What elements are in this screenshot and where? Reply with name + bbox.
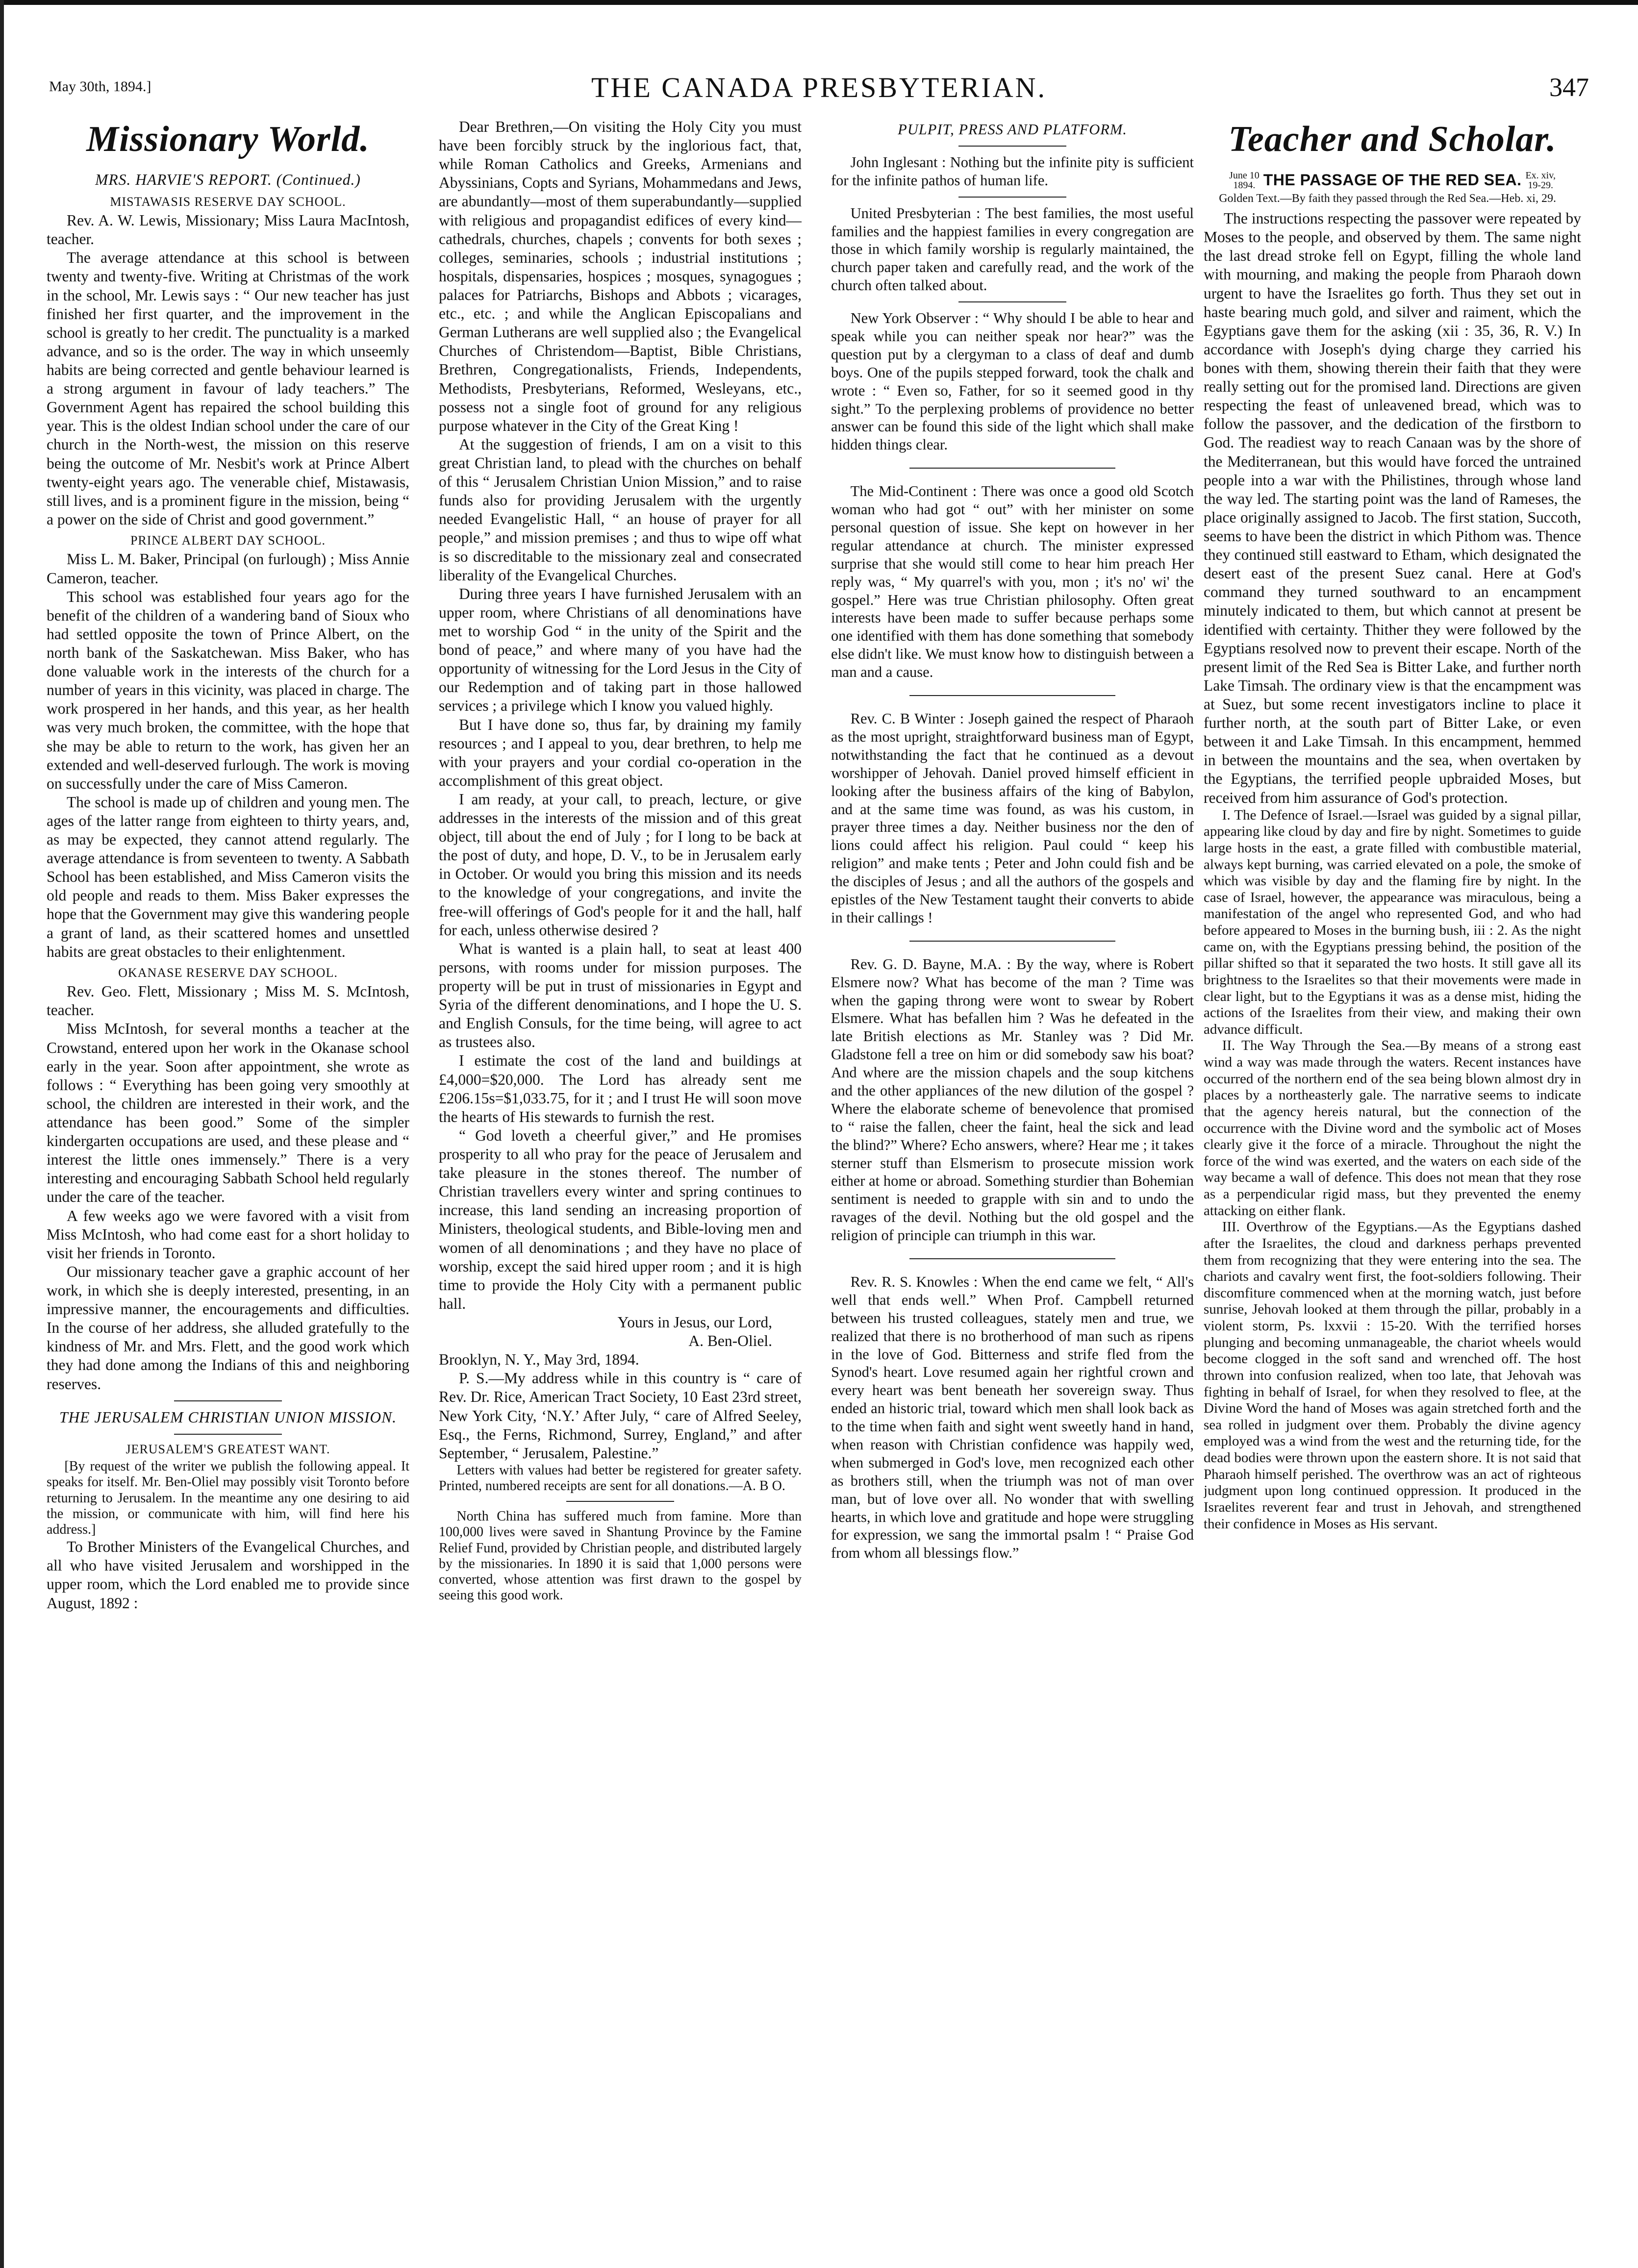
letter-closing: Yours in Jesus, our Lord, — [617, 1314, 772, 1331]
section-title-missionary-world: Missionary World. — [86, 119, 370, 159]
editor-note: [By request of the writer we publish the following appeal. It speaks for itself. Mr. Ben-Oliel may possibly visit Toronto before returning to Jerusalem. In the meantime any one desiring to aid the mission, or communicate with him, will find here his address.] — [47, 1459, 409, 1537]
separator-rule — [566, 1501, 674, 1502]
quotation: Rev. C. B Winter : Joseph gained the respect of Pharaoh as the most upright, straightforward business man of Egypt, notwithstanding the fact that he continued as a devout worshipper of Jehovah. Daniel proved himself efficient in looking after the business affairs of the king of Babylon, and at the same time was found, as was his custom, in prayer three times a day. Neither business nor the den of lions could affect his religion. Paul could “ keep his religion” and make tents ; Peter and John could fish and be the disciples of Jesus ; and all the authors of the gospels and epistles of the New Testament taught their converts to abide in their callings ! — [831, 710, 1194, 926]
quotation: John Inglesant : Nothing but the infinite pity is sufficient for the infinite pathos of human life. — [831, 153, 1194, 189]
jerusalem-mission-heading: THE JERUSALEM CHRISTIAN UNION MISSION. — [59, 1408, 397, 1426]
china-famine-note: North China has suffered much from famine. More than 100,000 lives were saved in Shantung Province by the Famine Relief Fund, provided by Christian people, and distributed largely by the missionaries. In 1890 it is said that 1,000 persons were converted, whose attention was first drawn to the gospel by seeing this good work. — [439, 1509, 802, 1603]
separator-rule — [909, 1258, 1115, 1259]
subheading-okanase: OKANASE RESERVE DAY SCHOOL. — [118, 965, 338, 980]
quotation: New York Observer : “ Why should I be able to hear and speak while you can neither speak nor hear?” was the question put by a clergyman to a class of deaf and dumb boys. One of the pupils stepped forward, took the chalk and wrote : “ Even so, Father, for so it seemed good in thy sight.” To the perplexing problems of providence no better answer can be found this side of the light which shall make hidden things clear. — [831, 310, 1194, 453]
page-header — [49, 56, 1589, 110]
quotation: The Mid-Continent : There was once a good old Scotch woman who had got “ out” with her minister on some personal question of issue. She kept on however in her regular attendance at church. The minister expressed surprise that she would still come to hear him preach Her reply was, “ My quarrel's with you, mon ; it's no' wi' the gospel.” Here was true Christian philosophy. Often great interests have been made to suffer because perhaps some one identified with them has done something that somebody else didn't like. We must know how to distinguish between a man and a cause. — [831, 483, 1194, 681]
article-paragraph: Rev. A. W. Lewis, Missionary; Miss Laura MacIntosh, teacher. — [47, 212, 409, 248]
article-paragraph: The school is made up of children and young men. The ages of the latter range from eighteen to thirty years, and, as may be expected, they cannot attend regularly. The average attendance is from seventeen to twenty. A Sabbath School has been established, and Miss Cameron visits the old people and reads to them. Miss Baker expresses the hope that the Government may give this wandering people a grant of land, as their scattered homes and unsettled habits are great obstacles to their enlightenment. — [47, 793, 409, 960]
issue-date: May 30th, 1894.] — [49, 78, 151, 95]
separator-rule — [909, 468, 1115, 469]
column-3 — [831, 118, 1194, 2225]
subheading-prince-albert: PRINCE ALBERT DAY SCHOOL. — [130, 533, 326, 548]
lesson-heading — [1204, 171, 1581, 190]
article-paragraph: I estimate the cost of the land and buildings at £4,000=$20,000. The Lord has already sent me £206.15s=$1,033.75, for it ; and I trust He will soon move the hearts of His stewards to furnish the rest. — [439, 1052, 802, 1125]
section-title-teacher-and-scholar: Teacher and Scholar. — [1228, 119, 1557, 159]
column-4 — [1204, 118, 1581, 2225]
lesson-title: THE PASSAGE OF THE RED SEA. — [1263, 171, 1522, 189]
left-border-rule — [0, 0, 4, 2268]
page-number: 347 — [1549, 73, 1589, 102]
separator-rule — [174, 1400, 282, 1401]
column-2 — [439, 118, 802, 2225]
article-paragraph: This school was established four years ago for the benefit of the children of a wandering band of Sioux who had settled opposite the town of Prince Albert, on the north bank of the Saskatchewan. Miss Baker, who has done valuable work in the interests of the church for a number of years in this vicinity, was placed in charge. The work prospered in her hands, and this year, as her health was very much broken, the committee, with the hope that she may be able to return to the work, has given her an extended and well-deserved furlough. The work is moving on successfully under the care of Miss Cameron. — [47, 588, 409, 792]
separator-rule — [958, 301, 1066, 302]
article-paragraph: But I have done so, thus far, by draining my family resources ; and I appeal to you, dear brethren, to help me with your prayers and your cordial co-operation in the accomplishment of this great object. — [439, 716, 802, 789]
separator-rule — [958, 197, 1066, 198]
article-paragraph: I am ready, at your call, to preach, lecture, or give addresses in the interests of the mission and of this great object, till about the end of July ; for I long to be back at the post of duty, and hope, D. V., to be in Jerusalem early in October. Or would you bring this mission and its needs to the knowledge of your congregations, and invite the free-will offerings of God's people for it and the hall, half for each, unless otherwise desired ? — [439, 790, 802, 939]
lesson-paragraph: II. The Way Through the Sea.—By means of a strong east wind a way was made through the waters. Recent instances have occurred of the northern end of the sea being blown almost dry in places by a northeasterly gale. The narrative seems to indicate that the agency hereis natural, but the connection of the occurrence with the Divine word and the symbolic act of Moses clearly give it the force of a miracle. Throughout the night the force of the wind was exerted, and the waters on each side of the way became a wall of defence. This does not mean that they rose as a perpendicular rigid mass, but they prevented the enemy attacking on either flank. — [1204, 1038, 1581, 1219]
separator-rule — [909, 695, 1115, 696]
column-1 — [47, 118, 409, 2225]
article-paragraph: The average attendance at this school is between twenty and twenty-five. Writing at Christmas of the work in the school, Mr. Lewis says : “ Our new teacher has just finished her first quarter, and the improvement in the school is greatly to her credit. The punctuality is a marked advance, and so is the order. The way in which unseemly habits are being corrected and gentle behaviour learned is a strong argument in favour of lady teachers.” The Government Agent has repaired the school building this year. This is the oldest Indian school under the care of our church in the North-west, the mission on this reserve being the outcome of Mr. Nesbit's work at Prince Albert twenty-eight years ago. The venerable chief, Mistawasis, still lives, and is a prominent figure in the mission, being “ a power on the side of Christ and good government.” — [47, 249, 409, 528]
quotation: Rev. R. S. Knowles : When the end came we felt, “ All's well that ends well.” When Prof. Campbell returned between his trusted colleagues, stately men and true, we realized that there is no brotherhood of man such as ripens in the love of God. Bitterness and strife fled from the Synod's heart. Love resumed again her rightful crown and every heart was bent beneath her sovereign sway. Thus ended an historic trial, toward which men shall look back as to the time when faith and sight went sweetly hand in hand, when reason with Christian confidence was happily wed, when submerged in God's love, men recognized each other as brothers still, when the triumph was not of man over man, but of love over all. No wonder that with swelling hearts, in which love and gratitude and hope were struggling for expression, we sang the immortal psalm ! “ Praise God from whom all blessings flow.” — [831, 1273, 1194, 1562]
article-paragraph: Rev. Geo. Flett, Missionary ; Miss M. S. McIntosh, teacher. — [47, 983, 409, 1019]
article-paragraph: During three years I have furnished Jerusalem with an upper room, where Christians of all denominations have met to worship God “ in the unity of the Spirit and the bond of peace,” and where many of you have had the opportunity of witnessing for the Lord Jesus in the City of our Redemption and of taking part in those hallowed services ; a privilege which I know you valued highly. — [439, 585, 802, 715]
separator-rule — [958, 146, 1066, 147]
article-paragraph: A few weeks ago we were favored with a visit from Miss McIntosh, who had come east for a short holiday to visit her friends in Toronto. — [47, 1207, 409, 1262]
quotation: Rev. G. D. Bayne, M.A. : By the way, where is Robert Elsmere now? What has become of the man ? Time was when the gaping throng were wont to swear by Robert Elsmere. What has befallen him ? Was he defeated in the late British elections as Mr. Stanley was ? Did Mr. Gladstone fell a tree on him or did somebody saw his boat? And where are the mission chapels and the soup kitchens and the other appliances of the new dilution of the gospel ? Where the elaborate scheme of benevolence that promised to “ raise the fallen, cheer the faint, heal the sick and lead the blind?” Where? Echo answers, where? Hear me ; it takes sterner stuff than Elsmerism to prosecute mission work either at home or abroad. Something sturdier than Bohemian sentiment is needed to grapple with sin and to undo the ravages of the devil. Nothing but the old gospel and the religion of principle can triumph in this war. — [831, 955, 1194, 1244]
quotation: United Presbyterian : The best families, the most useful families and the happiest families in every congregation are those in which family worship is regularly maintained, the church paper taken and carefully read, and the work of the church often talked about. — [831, 204, 1194, 294]
report-heading: MRS. HARVIE'S REPORT. (Continued.) — [95, 171, 361, 188]
lesson-reference: Ex. xiv, 19-29. — [1525, 170, 1556, 191]
section-title-pulpit-press-platform: PULPIT, PRESS AND PLATFORM. — [898, 121, 1127, 138]
article-paragraph: At the suggestion of friends, I am on a visit to this great Christian land, to plead with the churches on behalf of this “ Jerusalem Christian Union Mission,” and to raise funds also for providing Jerusalem with the urgently needed Evangelistic Hall, “ an house of prayer for all people,” and mission premises ; and thus to wipe off what is so discreditable to the missionary zeal and consecrated liberality of the Evangelical Churches. — [439, 435, 802, 584]
golden-text: Golden Text.—By faith they passed through the Red Sea.—Heb. xi, 29. — [1219, 192, 1556, 205]
lesson-paragraph: I. The Defence of Israel.—Israel was guided by a signal pillar, appearing like cloud by day and fire by night. Sometimes to guide large hosts in the east, a grate filled with combustible material, always kept burning, was carried elevated on a pole, the smoke of which was visible by day and the flaming fire by night. In the case of Israel, however, the appearance was miraculous, being a manifestation of the angel who represented God, and who had before appeared to Moses in the burning bush, iii : 2. As the night came on, with the Egyptians pressing behind, the position of the pillar shifted so that it separated the two hosts. It still gave all its brightness to the Israelites so that their movements were made in clear light, but to the Egyptians it was as a dense mist, hiding the actions of the Israelites from their view, and making their own advance difficult. — [1204, 807, 1581, 1037]
article-paragraph: Miss McIntosh, for several months a teacher at the Crowstand, entered upon her work in the Okanase school early in the year. Soon after appointment, she wrote as follows : “ Everything has been going very smoothly at school, the children are interested in their work, and the attendance has been good.” Some of the simpler kindergarten occupations are used, and these please and “ interest the little ones immensely.” There is a very interesting and encouraging Sabbath School held regularly under the care of the teacher. — [47, 1020, 409, 1206]
publication-title: THE CANADA PRESBYTERIAN. — [591, 72, 1047, 103]
subheading-jerusalem-want: JERUSALEM'S GREATEST WANT. — [126, 1442, 330, 1456]
lesson-date: June 10 1894. — [1229, 170, 1260, 191]
article-paragraph: “ God loveth a cheerful giver,” and He promises prosperity to all who pray for the peace of Jerusalem and take pleasure in the stones thereof. The number of Christian travellers every winter and spring continues to increase, this land sending an increasing proportion of Ministers, theological students, and Bible-loving men and women of all denominations ; and they have no place of worship, except the said hired upper room ; and it is high time to provide the Holy City with a permanent public hall. — [439, 1126, 802, 1312]
lesson-paragraph: III. Overthrow of the Egyptians.—As the Egyptians dashed after the Israelites, the cloud and darkness perhaps prevented them from recognizing that they were entering into the sea. The chariots and cavalry went first, the foot-soldiers following. Their discomfiture commenced when at the morning watch, just before sunrise, Jehovah looked at them through the pillar, probably in a violent storm, Ps. lxxvii : 15-20. With the terrified horses plunging and becoming unmanageable, the chariot wheels would become clogged in the soft sand and wrenched off. The host thrown into confusion realized, when too late, that Jehovah was fighting in behalf of Israel, for when they resolved to flee, at the Divine Word the hand of Moses was again stretched forth and the sea rolled in judgment over them. Probably the divine agency employed was a wind from the west and the returning tide, for the dead bodies were thrown upon the eastern shore. It is not said that Pharaoh himself perished. The overthrow was an act of righteous judgment upon long continued oppression. It produced in the Israelites reverent fear and trust in Jehovah, and strengthened their confidence in Moses as His servant. — [1204, 1219, 1581, 1532]
article-paragraph: What is wanted is a plain hall, to seat at least 400 persons, with rooms under for mission purposes. The property will be put in trust of missionaries in Egypt and Syria of the different denominations, and I hope the U. S. and English Consuls, for the time being, will agree to act as trustees also. — [439, 940, 802, 1051]
article-paragraph: Dear Brethren,—On visiting the Holy City you must have been forcibly struck by the inglorious fact, that, while Roman Catholics and Greeks, Armenians and Abyssinians, Copts and Syrians, Mohammedans and Jews, are abundantly—most of them superabundantly—supplied with religious and propagandist edifices of every kind—cathedrals, churches, chapels ; convents for both sexes ; colleges, seminaries, schools ; industrial institutions ; hospitals, dispensaries, hospices ; mosques, synagogues ; palaces for Patriarchs, Bishops and Abbots ; vicarages, etc., etc. ; and while the Anglican Episcopalians and German Lutherans are well supplied also ; the Evangelical Churches of Christendom—Baptist, Bible Christians, Brethren, Congregationalists, Friends, Independents, Methodists, Presbyterians, Reformed, Wesleyans, etc., possess not a single foot of ground for any religious purpose whatever in the City of the Great King ! — [439, 118, 802, 434]
postscript: P. S.—My address while in this country is “ care of Rev. Dr. Rice, American Tract Society, 10 East 23rd street, New York City, ‘N.Y.’ After July, “ care of Alfred Seeley, Esq., the Ferns, Richmond, Surrey, England,” and after September, “ Jerusalem, Palestine.” — [439, 1370, 802, 1462]
subheading-mistawasis: MISTAWASIS RESERVE DAY SCHOOL. — [110, 194, 346, 209]
letter-signature: A. Ben-Oliel. — [688, 1332, 772, 1350]
letter-dateline: Brooklyn, N. Y., May 3rd, 1894. — [439, 1351, 639, 1369]
lesson-paragraph: The instructions respecting the passover were repeated by Moses to the people, and observed by them. The same night the last dread stroke fell on Egypt, filling the whole land with mourning, and making the people from Pharaoh down urgent to have the Israelites go forth. Thus they set out in haste bearing much gold, and silver and raiment, which the Egyptians gave them for the asking (xii : 35, 36, R. V.) In accordance with Joseph's dying charge they carried his bones with them, showing therein their faith that they were really setting out for the promised land. Directions are given respecting the feast of unleavened bread, which was to follow the passover, and the dedication of the firstborn to God. The readiest way to reach Canaan was by the shore of the Mediterranean, but this would have forced the untrained people into a war with the Philistines, through whose land the way led. The starting point was the land of Rameses, the place originally assigned to Jacob. The first station, Succoth, seems to have been the district in which Pithom was. Thence they continued still eastward to Etham, which designated the desert east of the present Suez canal. Here at God's command they turned southward to an encampment minutely indicated to them, but which cannot at present be identified with certainty. Thither they were followed by the Egyptians resolved now to prevent their escape. North of the present limit of the Red Sea is Bitter Lake, and further north Lake Timsah. The ordinary view is that the encampment was at Suez, but some recent investigators incline to place it further north, at the south part of Bitter Lake, or even between it and Lake Timsah. In this encampment, hemmed in between the mountains and the sea, when overtaken by the Egyptians, the terrified people upbraided Moses, but received from him assurance of God's protection. — [1204, 210, 1581, 806]
article-paragraph: Miss L. M. Baker, Principal (on furlough) ; Miss Annie Cameron, teacher. — [47, 550, 409, 587]
separator-rule — [174, 1434, 282, 1435]
article-paragraph: To Brother Ministers of the Evangelical Churches, and all who have visited Jerusalem and worshipped in the upper room, which the Lord enabled me to provide since August, 1892 : — [47, 1538, 409, 1612]
top-border-rule — [0, 0, 1638, 5]
separator-rule — [909, 941, 1115, 942]
postscript-note: Letters with values had better be registered for greater safety. Printed, numbered receipts are sent for all donations.—A. B O. — [439, 1462, 802, 1494]
article-paragraph: Our missionary teacher gave a graphic account of her work, in which she is deeply interested, presenting, in an impressive manner, the encouragements and difficulties. In the course of her address, she alluded gratefully to the kindness of Mr. and Mrs. Flett, and the good work which they had done among the Indians of this and neighboring reserves. — [47, 1263, 409, 1393]
